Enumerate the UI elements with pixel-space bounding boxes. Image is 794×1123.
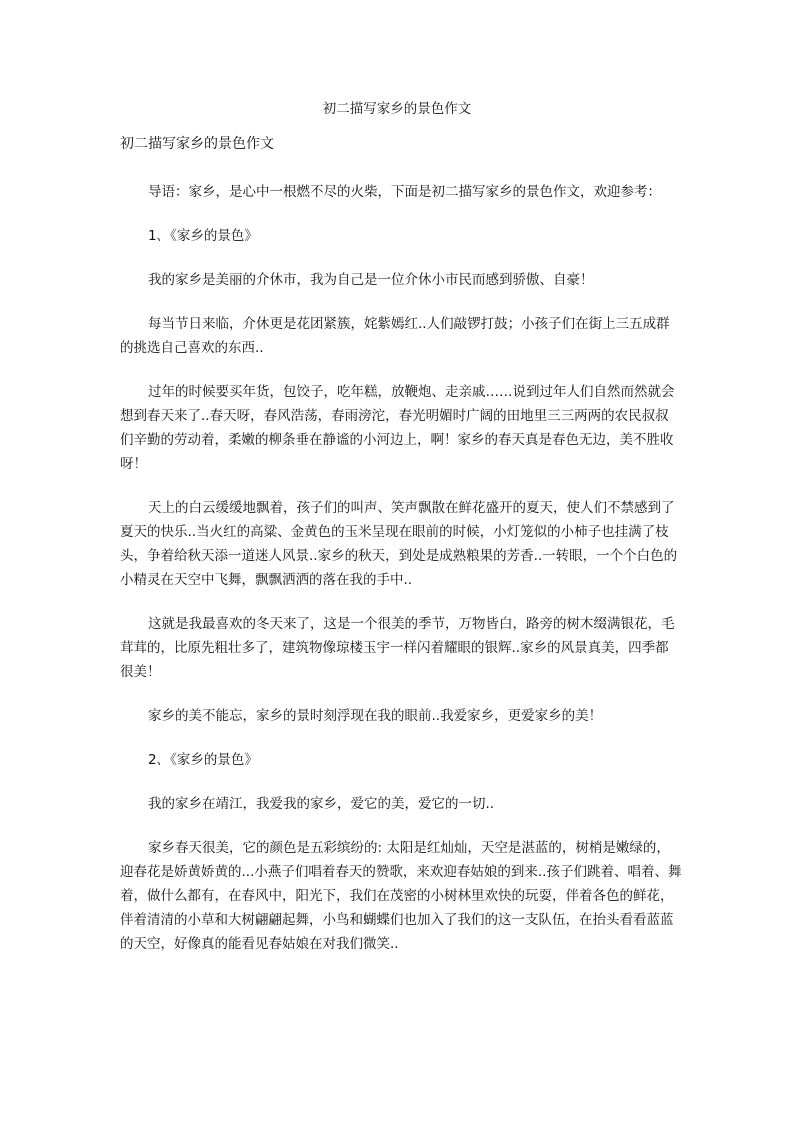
section-heading-1: 1､《家乡的景色》 xyxy=(148,228,258,244)
document-body xyxy=(120,180,682,976)
paragraph: 过年的时候要买年货，包饺子，吃年糕，放鞭炮、走亲戚……说到过年人们自然而然就会想到春天来了..春天呀，春风浩荡，春雨滂沱，春光明媚时广阔的田地里三三两两的农民叔叔们辛勤的劳动着，柔嫩的柳条垂在静谧的小河边上，啊！家乡的春天真是春色无边，美不胜收呀！ xyxy=(120,384,675,472)
paragraph-intro: 导语：家乡，是心中一根燃不尽的火柴，下面是初二描写家乡的景色作文，欢迎参考： xyxy=(148,184,661,200)
paragraph: 这就是我最喜欢的冬天来了，这是一个很美的季节，万物皆白，路旁的树木缀满银花，毛茸茸的，比原先粗壮多了，建筑物像琼楼玉宇一样闪着耀眼的银辉..家乡的风景真美，四季都很美！ xyxy=(120,616,675,680)
paragraph: 每当节日来临，介休更是花团紧簇，姹紫嫣红..人们敲锣打鼓；小孩子们在街上三五成群的挑选自己喜欢的东西.. xyxy=(120,316,670,356)
document-title: 初二描写家乡的景色作文 xyxy=(322,101,472,117)
paragraph: 我的家乡是美丽的介休市，我为自己是一位介休小市民而感到骄傲、自豪！ xyxy=(148,272,594,288)
paragraph: 家乡的美不能忘，家乡的景时刻浮现在我的眼前..我爱家乡，更爱家乡的美！ xyxy=(148,708,603,724)
paragraph: 我的家乡在靖江，我爱我的家乡，爱它的美，爱它的一切.. xyxy=(148,796,495,812)
paragraph: 家乡春天很美，它的颜色是五彩缤纷的: 太阳是红灿灿，天空是湛蓝的，树梢是嫩绿的，迎春花是娇黄娇黄的...小燕子们唱着春天的赞歌，来欢迎春姑娘的到来..孩子们跳着、唱着、舞着，做什么都有，在春风中，阳光下，我们在茂密的小树林里欢快的玩耍，伴着各色的鲜花，伴着清清的小草和大树翩翩起舞，小鸟和蝴蝶们也加入了我们的这一支队伍，在抬头看看蓝蓝的天空，好像真的能看见春姑娘在对我们微笑.. xyxy=(120,840,682,952)
section-heading-2: 2､《家乡的景色》 xyxy=(148,752,258,768)
paragraph: 天上的白云缓缓地飘着，孩子们的叫声、笑声飘散在鲜花盛开的夏天，使人们不禁感到了夏天的快乐..当火红的高粱、金黄色的玉米呈现在眼前的时候，小灯笼似的小柿子也挂满了枝头，争着给秋天添一道迷人风景..家乡的秋天，到处是成熟粮果的芳香..一转眼，一个个白色的小精灵在天空中飞舞，飘飘洒洒的落在我的手中.. xyxy=(120,500,678,588)
document-subtitle: 初二描写家乡的景色作文 xyxy=(120,136,274,152)
